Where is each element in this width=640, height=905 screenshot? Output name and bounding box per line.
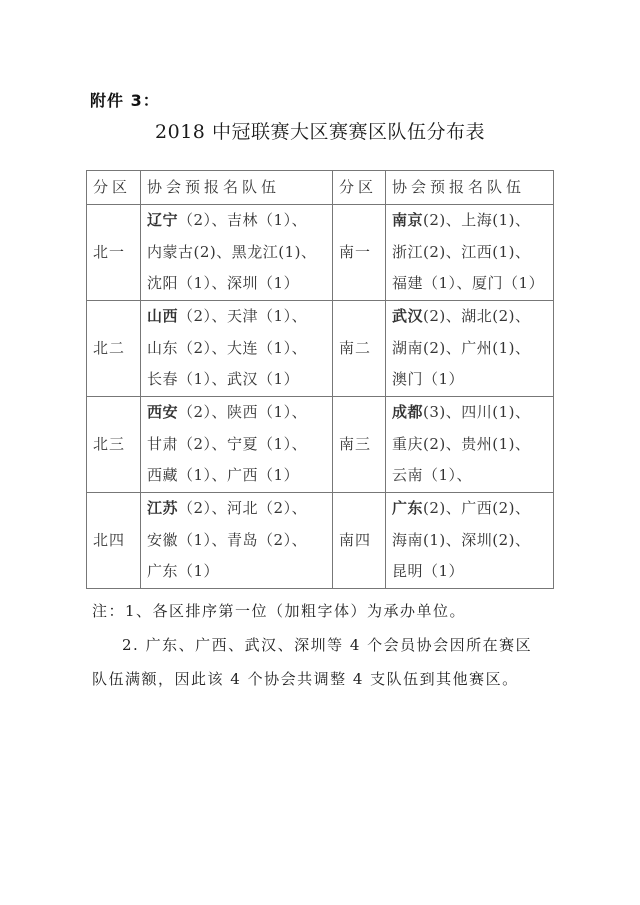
footnotes [92,594,552,696]
host-team: 南京 [392,211,424,230]
host-team: 辽宁 [147,211,179,230]
note-2-line-1: 2. 广东、广西、武汉、深圳等 4 个会员协会因所在赛区 [122,636,533,654]
attachment-label: 附件 3： [90,91,160,110]
host-team: 山西 [147,307,179,326]
teams-cell: 成都(3)、四川(1)、 重庆(2)、贵州(1)、 云南（1）、 [386,397,554,493]
host-team: 西安 [147,403,179,422]
zone-cell: 南二 [333,301,386,397]
header-teams-left: 协会预报名队伍 [141,171,333,205]
teams-cell: 广东(2)、广西(2)、 海南(1)、深圳(2)、 昆明（1） [386,493,554,589]
header-zone-left: 分区 [87,171,141,205]
document-title: 2018 中冠联赛大区赛赛区队伍分布表 [155,121,485,143]
teams-cell: 武汉(2)、湖北(2)、 湖南(2)、广州(1)、 澳门（1） [386,301,554,397]
header-teams-right: 协会预报名队伍 [386,171,554,205]
zone-cell: 北二 [87,301,141,397]
table-row [87,397,554,493]
note-2-line-2: 队伍满额，因此该 4 个协会共调整 4 支队伍到其他赛区。 [92,670,519,688]
zone-cell: 北三 [87,397,141,493]
teams-cell: 辽宁（2）、吉林（1）、 内蒙古(2)、黑龙江(1)、 沈阳（1）、深圳（1） [141,205,333,301]
teams-cell: 西安（2）、陕西（1）、 甘肃（2）、宁夏（1）、 西藏（1）、广西（1） [141,397,333,493]
table-header-row [87,171,554,205]
zone-cell: 北四 [87,493,141,589]
table-row [87,493,554,589]
host-team: 成都 [392,403,424,422]
teams-cell: 江苏（2）、河北（2）、 安徽（1）、青岛（2）、 广东（1） [141,493,333,589]
teams-cell: 南京(2)、上海(1)、 浙江(2)、江西(1)、 福建（1）、厦门（1） [386,205,554,301]
team-distribution-table [86,170,554,589]
zone-cell: 南三 [333,397,386,493]
header-zone-right: 分区 [333,171,386,205]
host-team: 江苏 [147,499,179,518]
zone-cell: 南四 [333,493,386,589]
host-team: 广东 [392,499,424,518]
note-1: 注：1、各区排序第一位（加粗字体）为承办单位。 [92,602,467,620]
host-team: 武汉 [392,307,424,326]
zone-cell: 北一 [87,205,141,301]
zone-cell: 南一 [333,205,386,301]
table-row [87,301,554,397]
table-row [87,205,554,301]
teams-cell: 山西（2）、天津（1）、 山东（2）、大连（1）、 长春（1）、武汉（1） [141,301,333,397]
